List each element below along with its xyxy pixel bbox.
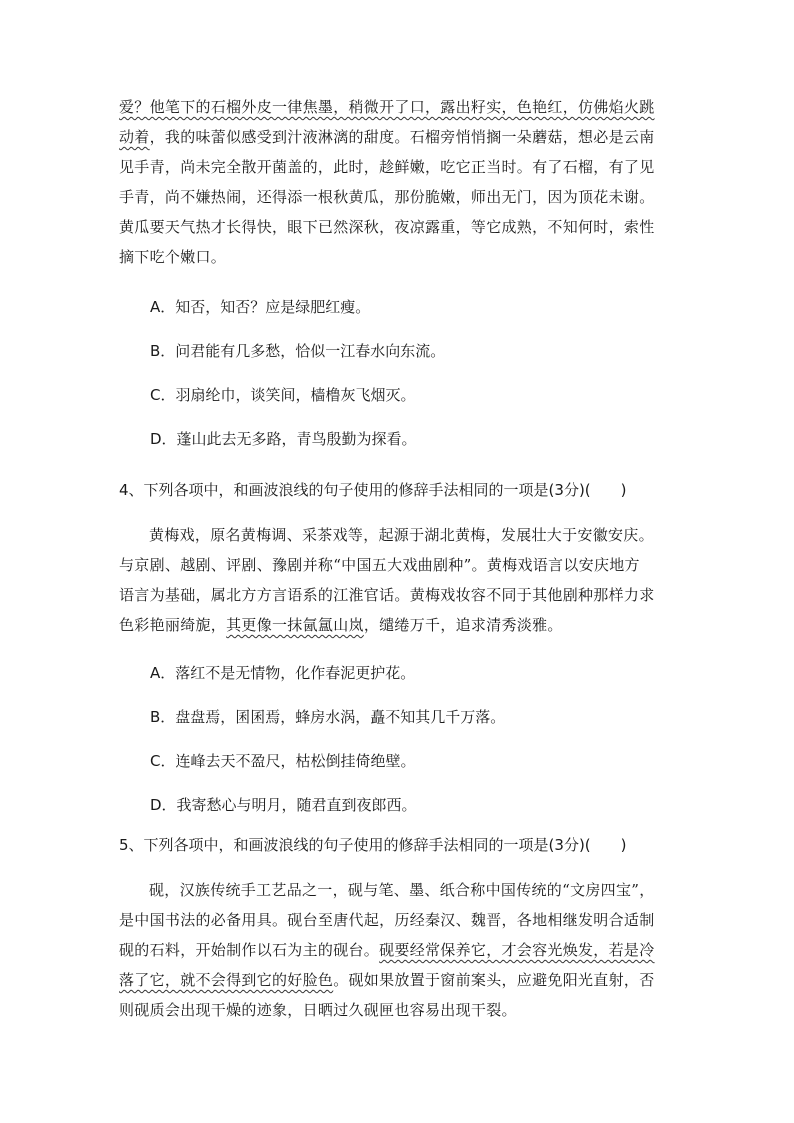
passage-line: 摘下吃个嫩口。 [119, 248, 227, 266]
question-4: 4、下列各项中，和画波浪线的句子使用的修辞手法相同的一项是(3分)( ) [119, 481, 627, 499]
wavy-underlined-sentence: 动着 [119, 128, 150, 146]
option-a: A．知否，知否？应是绿肥红瘦。 [150, 298, 371, 316]
passage-line: 砚的石料，开始制作以石为主的砚台。砚要经常保养它，才会容光焕发，若是冷 [119, 941, 655, 959]
wavy-underlined-sentence: 其更像一抹氤氲山岚 [226, 616, 364, 634]
passage-line: 见手青，尚未完全散开菌盖的，此时，趁鲜嫩，吃它正当时。有了石榴，有了见 [119, 158, 655, 176]
wavy-underlined-sentence: 爱？他笔下的石榴外皮一律焦墨，稍微开了口，露出籽实，色艳红，仿佛焰火跳 [119, 98, 655, 116]
wavy-underlined-sentence: 落了它，就不会得到它的好脸色 [119, 971, 334, 989]
passage-line [119, 92, 679, 122]
passage-line: 动着，我的味蕾似感受到汁液淋漓的甜度。石榴旁悄悄搁一朵蘑菇，想必是云南 [119, 128, 655, 146]
passage-line: 黄梅戏，原名黄梅调、采茶戏等，起源于湖北黄梅，发展壮大于安徽安庆。 [149, 526, 654, 544]
passage-q3 [119, 92, 679, 272]
wavy-underlined-sentence: 砚要经常保养它，才会容光焕发，若是冷 [379, 941, 655, 959]
question-5: 5、下列各项中，和画波浪线的句子使用的修辞手法相同的一项是(3分)( ) [119, 836, 627, 854]
passage-line: 是中国书法的必备用具。砚台至唐代起，历经秦汉、魏晋，各地相继发明合适制 [119, 911, 655, 929]
passage-q4 [119, 520, 679, 640]
passage-line: 与京剧、越剧、评剧、豫剧并称“中国五大戏曲剧种”。黄梅戏语言以安庆地方 [119, 556, 640, 574]
option-d: D．我寄愁心与明月，随君直到夜郎西。 [150, 796, 417, 814]
passage-line: 则砚质会出现干燥的迹象，日晒过久砚匣也容易出现干裂。 [119, 1001, 517, 1019]
option-a: A．落红不是无情物，化作春泥更护花。 [150, 664, 416, 682]
option-c: C．连峰去天不盈尺，枯松倒挂倚绝壁。 [150, 752, 416, 770]
option-b: B．盘盘焉，囷囷焉，蜂房水涡，矗不知其几千万落。 [150, 708, 506, 726]
passage-line: 语言为基础，属北方方言语系的江淮官话。黄梅戏妆容不同于其他剧种那样力求 [119, 586, 655, 604]
option-b: B．问君能有几多愁，恰似一江春水向东流。 [150, 342, 446, 360]
option-c: C．羽扇纶巾，谈笑间，樯橹灰飞烟灭。 [150, 386, 416, 404]
option-d: D．蓬山此去无多路，青鸟殷勤为探看。 [150, 430, 417, 448]
passage-line: 砚，汉族传统手工艺品之一，砚与笔、墨、纸合称中国传统的“文房四宝”， [149, 881, 655, 899]
passage-line: 色彩艳丽绮旎，其更像一抹氤氲山岚，缱绻万千，追求清秀淡雅。 [119, 616, 563, 634]
passage-line: 落了它，就不会得到它的好脸色。砚如果放置于窗前案头，应避免阳光直射，否 [119, 971, 655, 989]
passage-line: 手青，尚不嫌热闹，还得添一根秋黄瓜，那份脆嫩，师出无门，因为顶花未谢。 [119, 188, 655, 206]
passage-line: 黄瓜要天气热才长得快，眼下已然深秋，夜凉露重，等它成熟，不知何时，索性 [119, 218, 655, 236]
passage-q5 [119, 875, 679, 1025]
